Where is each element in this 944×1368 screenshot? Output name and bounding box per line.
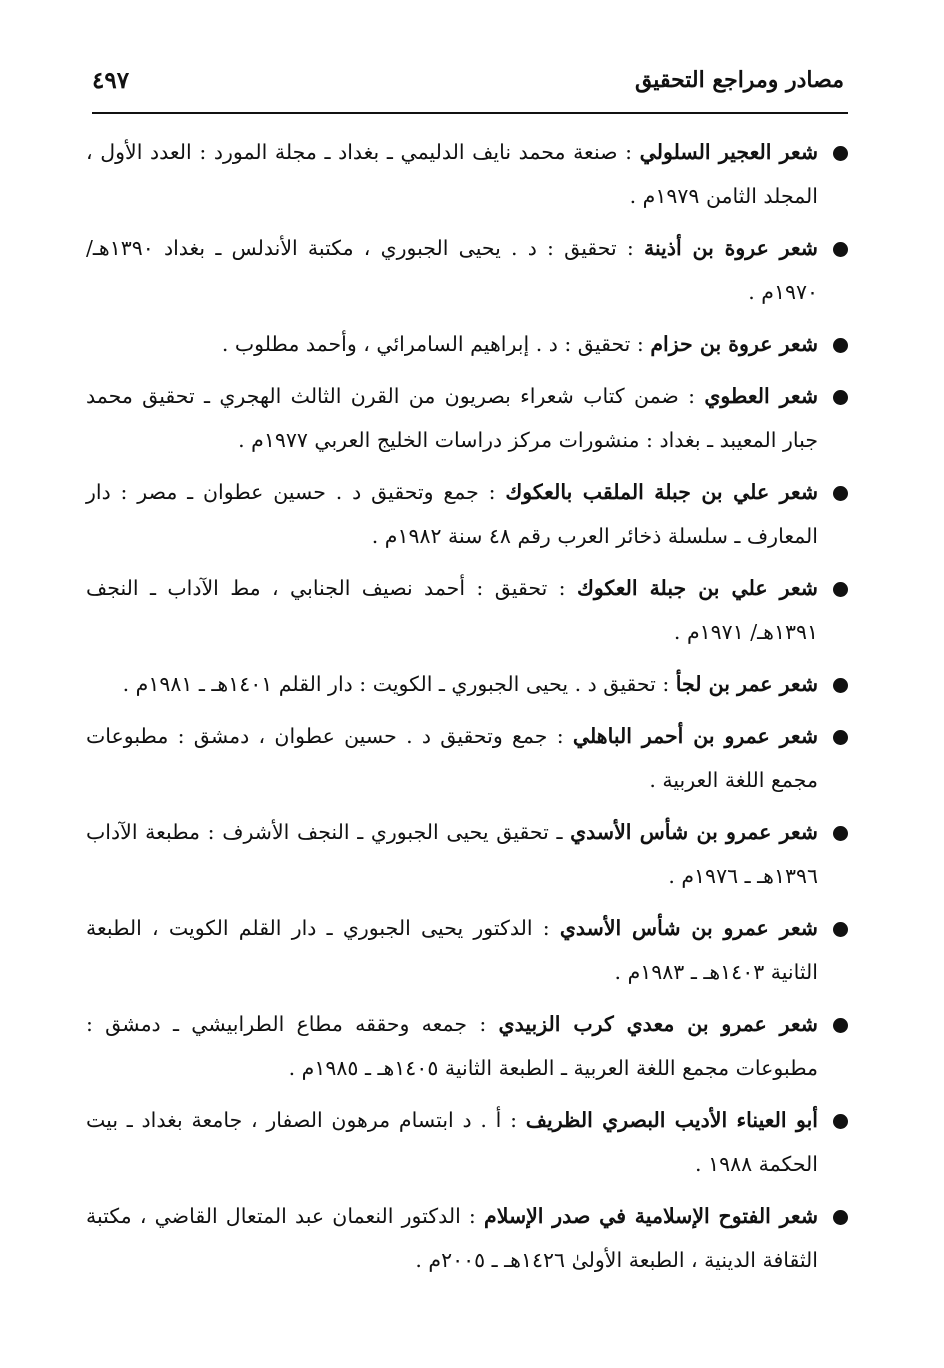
entry-title: شعر الفتوح الإسلامية في صدر الإسلام	[484, 1204, 819, 1228]
entry-details: : تحقيق د . يحيى الجبوري ـ الكويت : دار القلم ١٤٠١هـ ـ ١٩٨١م .	[122, 672, 676, 696]
bibliography-entry	[86, 470, 848, 558]
entry-title: شعر علي بن جبلة العكوك	[576, 576, 818, 600]
entry-details: : تحقيق : د . يحيى الجبوري ، مكتبة الأندلس ـ بغداد ١٣٩٠هـ/ ١٩٧٠م .	[86, 236, 818, 304]
entry-details: : تحقيق : د . إبراهيم السامرائي ، وأحمد مطلوب .	[221, 332, 651, 356]
bibliography-entry	[86, 1098, 848, 1186]
running-header	[92, 58, 844, 102]
bibliography-entry	[86, 226, 848, 314]
entry-details: : الدكتور النعمان عبد المتعال القاضي ، مكتبة الثقافة الدينية ، الطبعة الأولىٰ ١٤٢٦هـ ـ ٢٠٠٥م .	[86, 1204, 818, 1272]
bullet-icon	[833, 486, 848, 501]
bullet-icon	[833, 730, 848, 745]
bullet-icon	[833, 826, 848, 841]
entry-title: شعر عمرو بن شأس الأسدي	[570, 820, 818, 844]
entry-details: : الدكتور يحيى الجبوري ـ دار القلم الكويت ، الطبعة الثانية ١٤٠٣هـ ـ ١٩٨٣م .	[86, 916, 818, 984]
entry-title: شعر علي بن جبلة الملقب بالعكوك	[505, 480, 818, 504]
entry-details: : جمع وتحقيق د . حسين عطوان ـ مصر : دار المعارف ـ سلسلة ذخائر العرب رقم ٤٨ سنة ١٩٨٢م .	[86, 480, 818, 548]
bibliography-entry	[86, 714, 848, 802]
entry-details: : تحقيق : أحمد نصيف الجنابي ، مط الآداب ـ النجف ١٣٩١هـ/ ١٩٧١م .	[86, 576, 818, 644]
entry-title: شعر عمر بن لجأ	[675, 672, 818, 696]
bibliography-entry	[86, 322, 848, 366]
entry-details: : أ . د ابتسام مرهون الصفار ، جامعة بغداد ـ بيت الحكمة ١٩٨٨ .	[86, 1108, 818, 1176]
bibliography-entry	[86, 662, 848, 706]
entry-details: ـ تحقيق يحيى الجبوري ـ النجف الأشرف : مطبعة الآداب ١٣٩٦هـ ـ ١٩٧٦م .	[86, 820, 818, 888]
bullet-icon	[833, 242, 848, 257]
bullet-icon	[833, 338, 848, 353]
bullet-icon	[833, 922, 848, 937]
entry-details: : جمعه وحققه مطاع الطرابيشي ـ دمشق : مطبوعات مجمع اللغة العربية ـ الطبعة الثانية ١٤٠٥هـ ـ ١٩٨٥م .	[86, 1012, 818, 1080]
entry-details: : ضمن كتاب شعراء بصريون من القرن الثالث الهجري ـ تحقيق محمد جبار المعيبد ـ بغداد : منشورات مركز دراسات الخليج العربي ١٩٧٧م .	[86, 384, 818, 452]
header-rule	[92, 112, 848, 114]
running-title: مصادر ومراجع التحقيق	[634, 67, 844, 93]
bibliography-entry	[86, 1194, 848, 1282]
page-number: ٤٩٧	[92, 66, 130, 94]
bibliography-entry	[86, 906, 848, 994]
bibliography-entry	[86, 374, 848, 462]
bullet-icon	[833, 1114, 848, 1129]
entry-title: شعر عمرو بن شأس الأسدي	[559, 916, 818, 940]
bibliography-entry	[86, 1002, 848, 1090]
entry-title: أبو العيناء الأديب البصري الظريف	[525, 1108, 818, 1132]
entry-title: شعر العجير السلولي	[639, 140, 819, 164]
bullet-icon	[833, 678, 848, 693]
bibliography-entry	[86, 810, 848, 898]
bibliography-list	[86, 130, 848, 1290]
entry-title: شعر عروة بن أذينة	[644, 236, 818, 260]
entry-title: شعر عمرو بن معدي كرب الزبيدي	[498, 1012, 818, 1036]
bullet-icon	[833, 1210, 848, 1225]
entry-title: شعر عروة بن حزام	[650, 332, 818, 356]
bibliography-entry	[86, 566, 848, 654]
bullet-icon	[833, 390, 848, 405]
bullet-icon	[833, 146, 848, 161]
entry-title: شعر عمرو بن أحمر الباهلي	[572, 724, 818, 748]
bibliography-entry	[86, 130, 848, 218]
entry-title: شعر العطوي	[704, 384, 818, 408]
entry-details: : جمع وتحقيق د . حسين عطوان ، دمشق : مطبوعات مجمع اللغة العربية .	[86, 724, 818, 792]
entry-details: : صنعة محمد نايف الدليمي ـ بغداد ـ مجلة المورد : العدد الأول ، المجلد الثامن ١٩٧٩م .	[86, 140, 818, 208]
bullet-icon	[833, 582, 848, 597]
bullet-icon	[833, 1018, 848, 1033]
